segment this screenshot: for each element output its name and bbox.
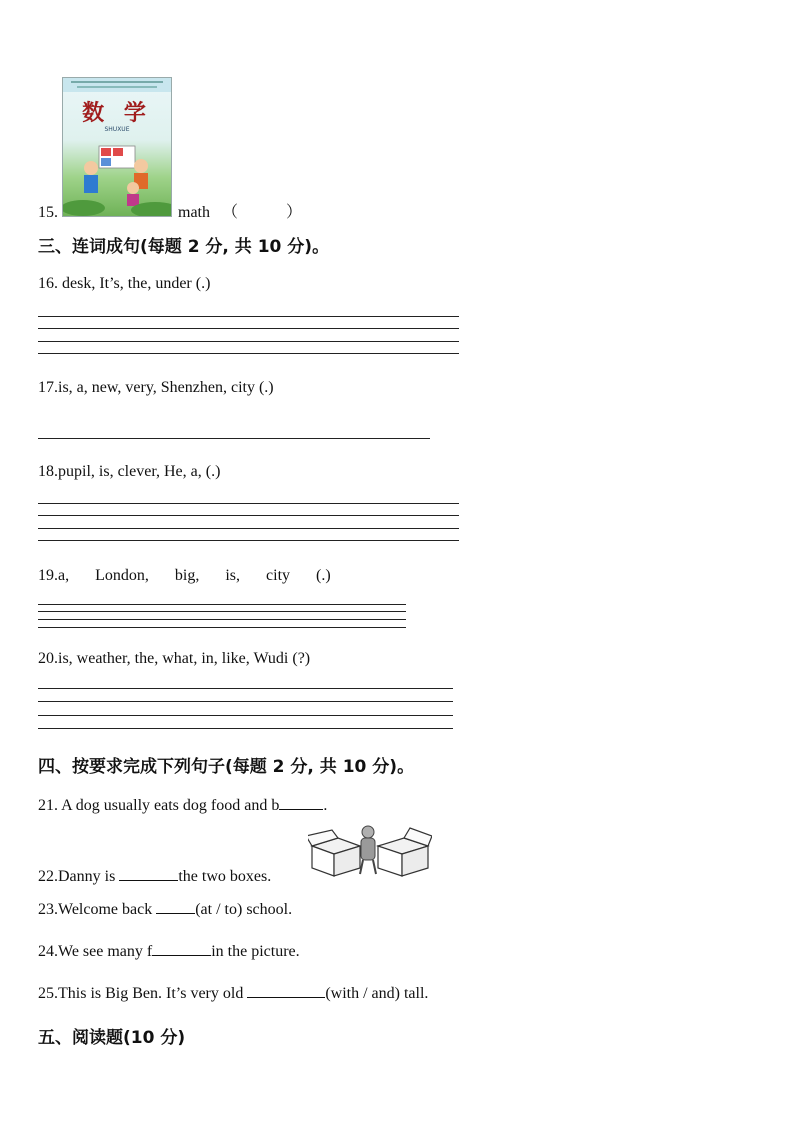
question-number: 15.	[38, 204, 58, 221]
answer-blank[interactable]	[156, 899, 195, 914]
answer-line	[38, 328, 459, 329]
word: (.)	[316, 567, 331, 584]
word: is,	[225, 567, 241, 584]
question-text-end: (with / and) tall.	[325, 985, 429, 1002]
math-book-cover-image	[62, 77, 172, 217]
answer-line	[38, 688, 453, 689]
question-text-end: (at / to) school.	[195, 901, 293, 918]
answer-line	[38, 701, 453, 702]
question-22	[38, 866, 271, 886]
question-19	[38, 567, 331, 585]
answer-line	[38, 353, 459, 354]
answer-line	[38, 715, 453, 716]
question-20: 20.is, weather, the, what, in, like, Wudi (?)	[38, 650, 311, 667]
answer-line	[38, 438, 430, 439]
answer-line	[38, 503, 459, 504]
question-text-end: in the picture.	[211, 943, 300, 960]
boxes-illustration	[308, 822, 432, 880]
section-5-title: 五、阅读题(10 分)	[38, 1028, 186, 1048]
question-text: 21. A dog usually eats dog food and b	[38, 797, 280, 814]
answer-line	[38, 604, 406, 605]
answer-blank[interactable]	[279, 795, 323, 810]
answer-blank[interactable]	[119, 866, 178, 881]
answer-line	[38, 619, 406, 620]
cover-header-line	[77, 86, 157, 88]
answer-line	[38, 528, 459, 529]
question-25	[38, 983, 428, 1003]
question-24	[38, 941, 300, 961]
question-text: 23.Welcome back	[38, 901, 157, 918]
cover-header-band	[63, 78, 171, 92]
cover-header-line	[71, 81, 163, 83]
answer-line	[38, 316, 459, 317]
word: London,	[95, 567, 149, 584]
question-23	[38, 899, 292, 919]
section-4-title: 四、按要求完成下列句子(每题 2 分, 共 10 分)。	[38, 757, 415, 777]
answer-line	[38, 540, 459, 541]
answer-line	[38, 341, 459, 342]
word: big,	[174, 567, 200, 584]
word: a,	[58, 567, 70, 584]
answer-line	[38, 627, 406, 628]
answer-blank[interactable]	[247, 983, 325, 998]
answer-line	[38, 515, 459, 516]
question-16: 16. desk, It’s, the, under (.)	[38, 275, 211, 292]
cover-title: 数 学	[82, 100, 152, 126]
answer-paren: （ ）	[222, 204, 303, 221]
word: city	[266, 567, 291, 584]
question-18: 18.pupil, is, clever, He, a, (.)	[38, 463, 221, 480]
question-text: 25.This is Big Ben. It’s very old	[38, 985, 248, 1002]
question-text: 22.Danny is	[38, 868, 120, 885]
question-21	[38, 795, 327, 815]
question-text-end: .	[323, 797, 328, 814]
question-text-end: the two boxes.	[178, 868, 272, 885]
section-3-title: 三、连词成句(每题 2 分, 共 10 分)。	[38, 237, 330, 257]
question-text: 24.We see many f	[38, 943, 153, 960]
answer-blank[interactable]	[152, 941, 211, 956]
answer-line	[38, 611, 406, 612]
question-word: math	[178, 204, 210, 221]
question-17: 17.is, a, new, very, Shenzhen, city (.)	[38, 379, 274, 396]
cover-subtitle: SHUXUE	[104, 126, 130, 133]
question-15	[38, 199, 302, 222]
question-number: 19.	[38, 567, 58, 584]
answer-line	[38, 728, 453, 729]
